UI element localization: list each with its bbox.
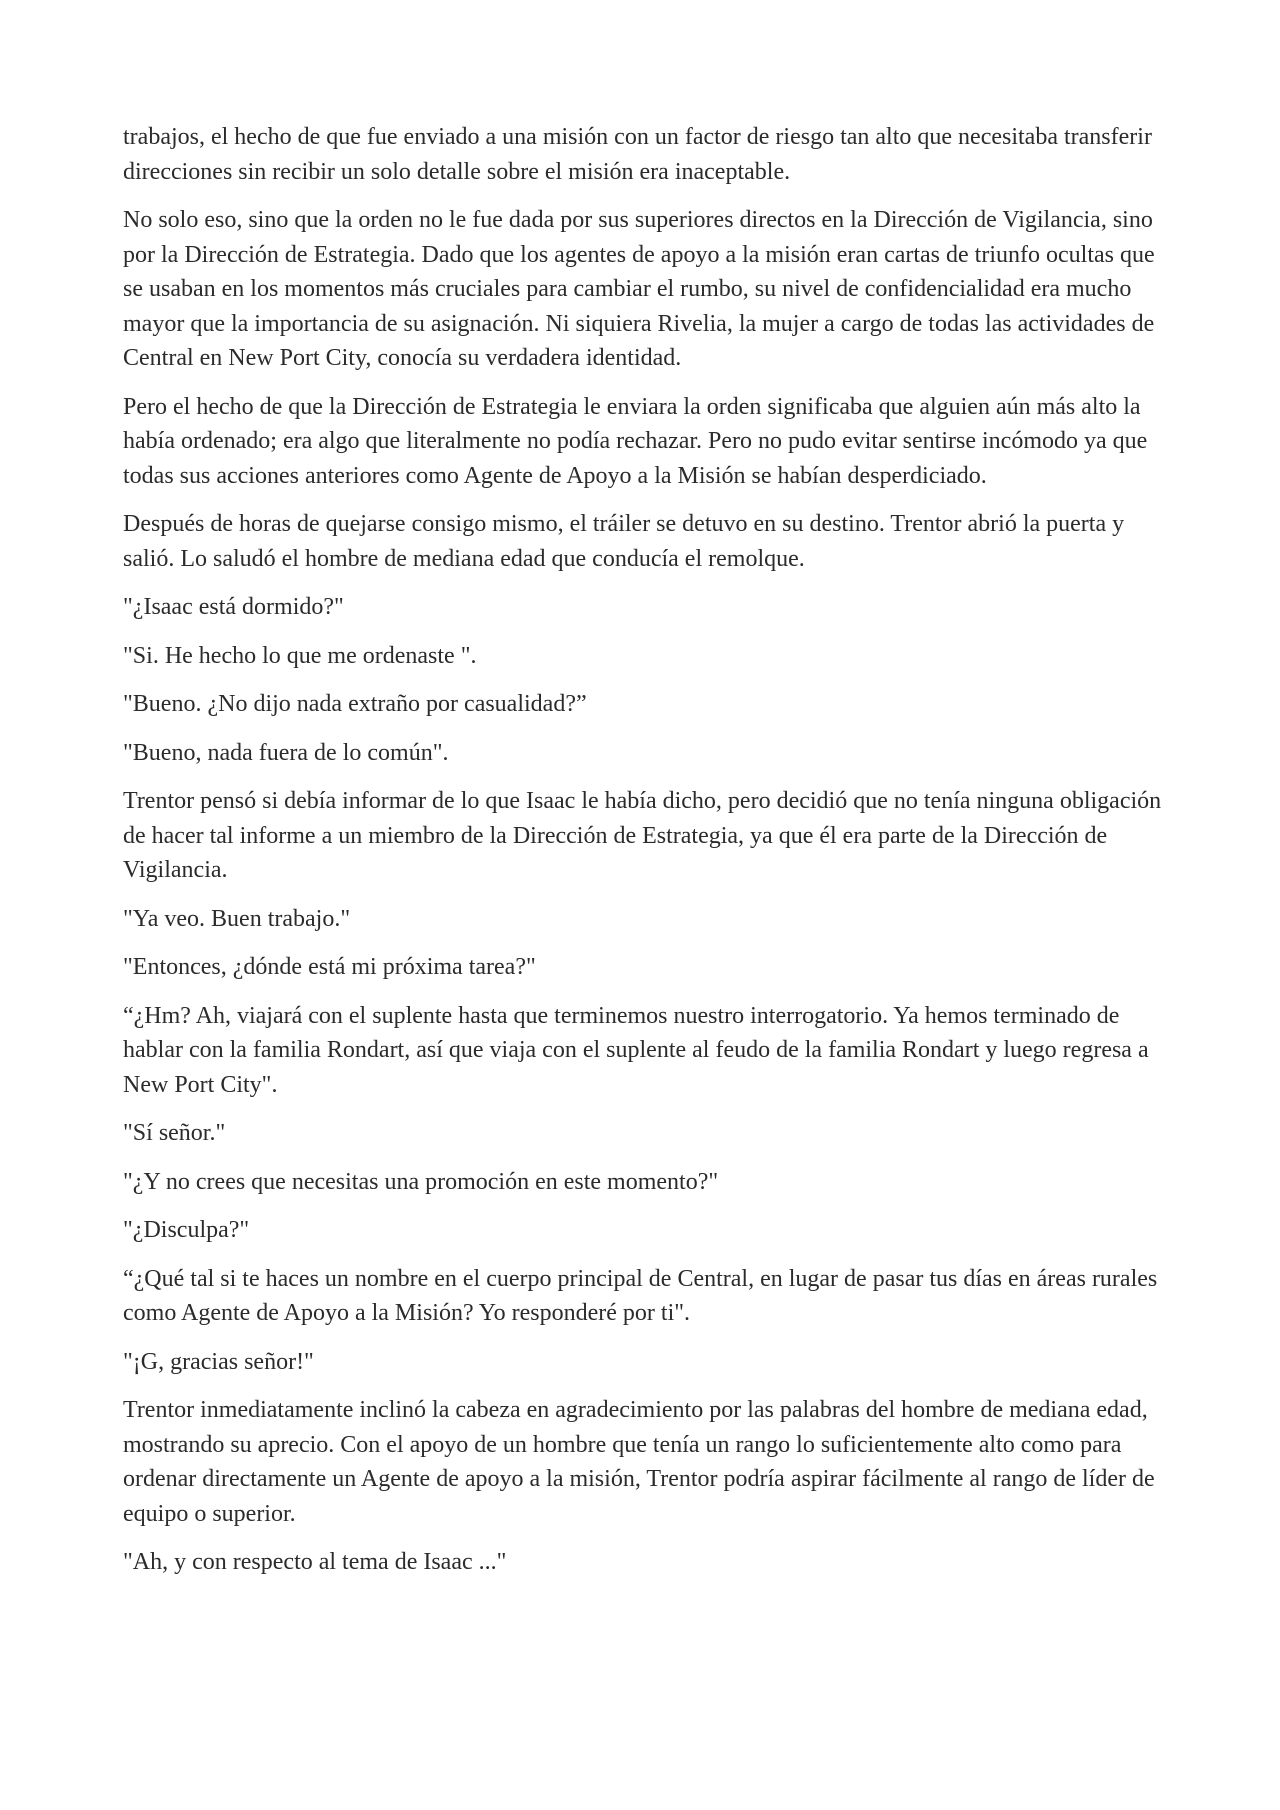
dialogue-line: “¿Qué tal si te haces un nombre en el cuerpo principal de Central, en lugar de pasar tus días en áreas rurales como Agente de Apoyo a la Misión? Yo responderé por ti". bbox=[123, 1265, 1158, 1326]
dialogue-line: "Sí señor." bbox=[123, 1120, 226, 1146]
paragraph: trabajos, el hecho de que fue enviado a una misión con un factor de riesgo tan alto que necesitaba transferir direcciones sin recibir un solo detalle sobre el misión era inaceptable. bbox=[123, 124, 1152, 185]
paragraph: No solo eso, sino que la orden no le fue dada por sus superiores directos en la Dirección de Vigilancia, sino por la Dirección de Estrategia. Dado que los agentes de apoyo a la misión eran cartas de triunfo ocultas que se usaban en los momentos más cruciales para cambiar el rumbo, su nivel de confidencialidad era mucho mayor que la importancia de su asignación. Ni siquiera Rivelia, la mujer a cargo de todas las actividades de Central en New Port City, conocía su verdadera identidad. bbox=[123, 207, 1155, 371]
dialogue-line: "¿Isaac está dormido?" bbox=[123, 594, 344, 620]
document-body bbox=[123, 120, 1165, 1594]
dialogue-line: "Ah, y con respecto al tema de Isaac ..." bbox=[123, 1549, 507, 1575]
dialogue-line: “¿Hm? Ah, viajará con el suplente hasta que terminemos nuestro interrogatorio. Ya hemos terminado de hablar con la familia Rondart, así que viaja con el suplente al feudo de la familia Rondart y luego regresa a New Port City". bbox=[123, 1002, 1149, 1098]
dialogue-line: "¡G, gracias señor!" bbox=[123, 1348, 314, 1375]
dialogue-line: "Ya veo. Buen trabajo." bbox=[123, 905, 351, 932]
paragraph: Trentor pensó si debía informar de lo que Isaac le había dicho, pero decidió que no tenía ninguna obligación de hacer tal informe a un miembro de la Dirección de Estrategia, ya que él era parte de la Dirección de Vigilancia. bbox=[123, 788, 1162, 883]
dialogue-line: "Bueno, nada fuera de lo común". bbox=[123, 739, 449, 766]
paragraph: Después de horas de quejarse consigo mismo, el tráiler se detuvo en su destino. Trentor abrió la puerta y salió. Lo saludó el hombre de mediana edad que conducía el remolque. bbox=[123, 511, 1125, 572]
dialogue-line: "¿Y no crees que necesitas una promoción en este momento?" bbox=[123, 1168, 719, 1195]
paragraph: Trentor inmediatamente inclinó la cabeza en agradecimiento por las palabras del hombre de mediana edad, mostrando su aprecio. Con el apoyo de un hombre que tenía un rango lo suficientemente alto como para ordenar directamente un Agente de apoyo a la misión, Trentor podría aspirar fácilmente al rango de líder de equipo o superior. bbox=[123, 1397, 1155, 1527]
paragraph: Pero el hecho de que la Dirección de Estrategia le enviara la orden significaba que alguien aún más alto la había ordenado; era algo que literalmente no podía rechazar. Pero no pudo evitar sentirse incómodo ya que todas sus acciones anteriores como Agente de Apoyo a la Misión se habían desperdiciado. bbox=[123, 393, 1148, 489]
dialogue-line: "¿Disculpa?" bbox=[123, 1217, 250, 1243]
dialogue-line: "Bueno. ¿No dijo nada extraño por casualidad?” bbox=[123, 691, 587, 717]
dialogue-line: "Si. He hecho lo que me ordenaste ". bbox=[123, 642, 477, 669]
dialogue-line: "Entonces, ¿dónde está mi próxima tarea?" bbox=[123, 954, 536, 980]
